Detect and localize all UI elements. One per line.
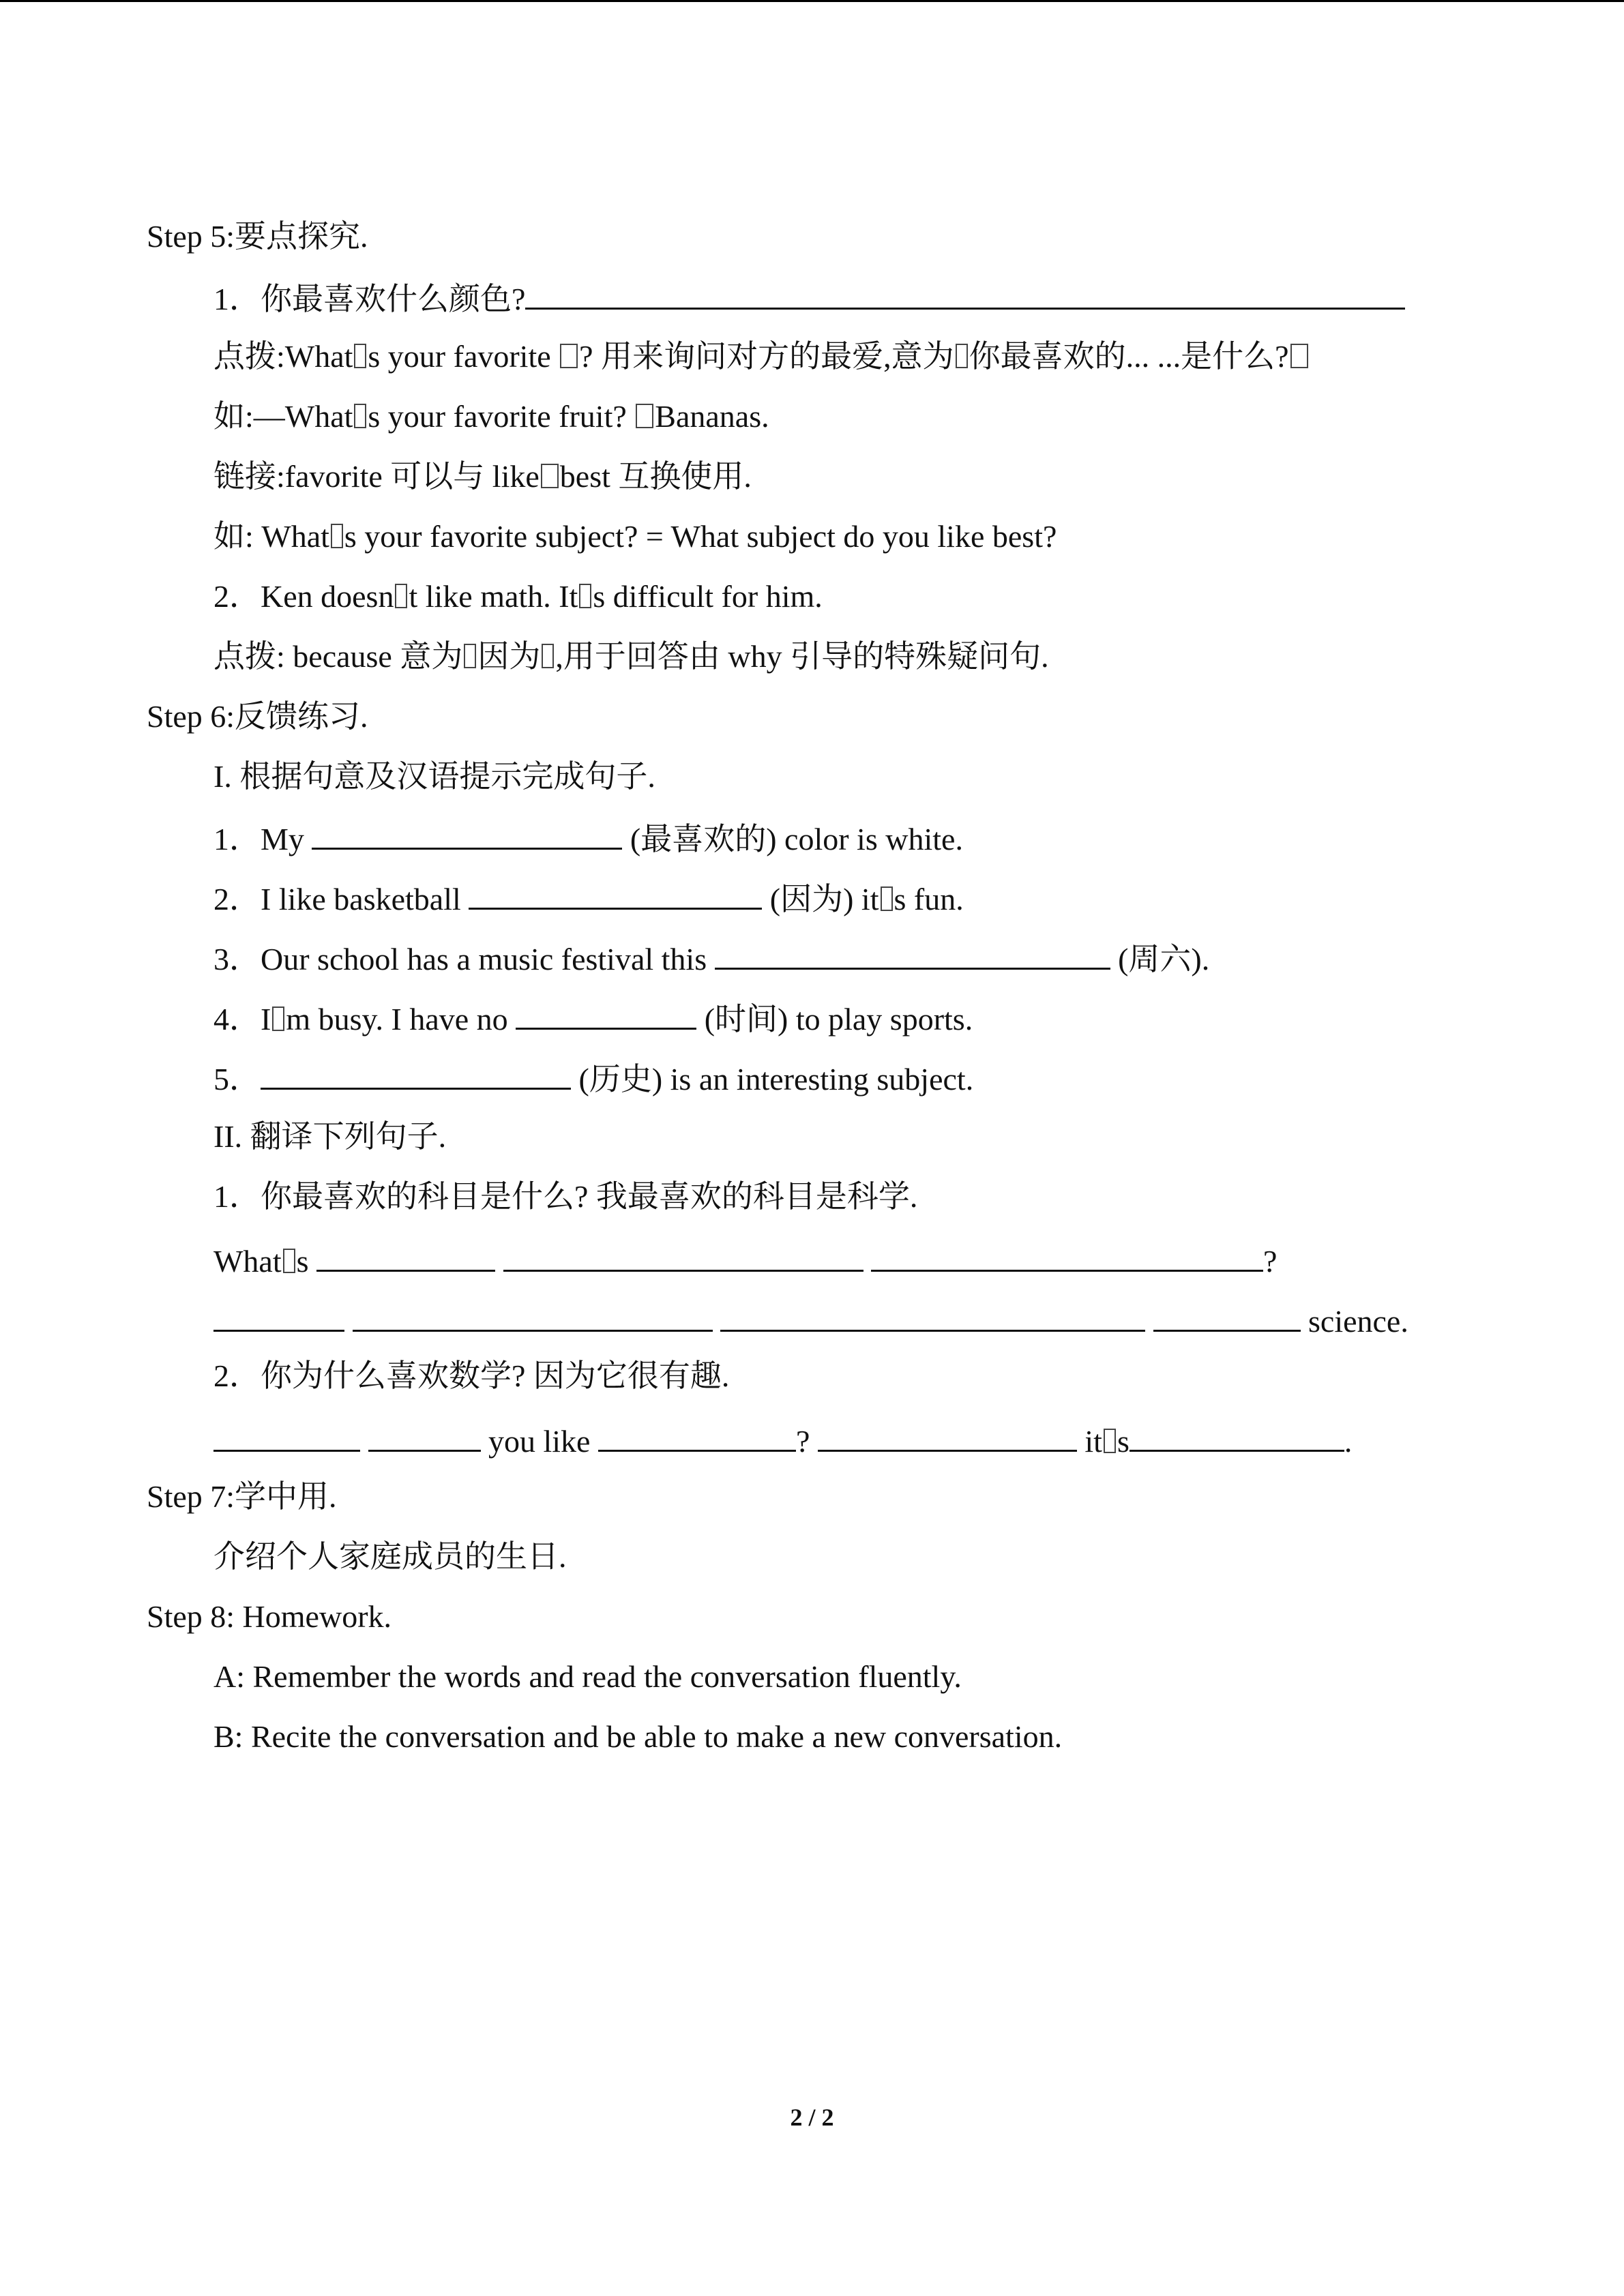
step7-title: Step 7:学中用. bbox=[147, 1479, 337, 1514]
step5-example1: 如:—What s your favorite fruit? Bananas. bbox=[213, 399, 769, 434]
missing-glyph-box bbox=[272, 1007, 284, 1031]
step5-question2: 2．Ken doesn t like math. It s difficult for him. bbox=[213, 579, 823, 614]
missing-glyph-box bbox=[354, 344, 366, 368]
page-number: 2 / 2 bbox=[790, 2104, 834, 2131]
fill-blank[interactable] bbox=[503, 1240, 863, 1272]
exercise-2: 2．I like basketball (因为) it s fun. bbox=[213, 878, 964, 919]
step5-tip2: 点拨: because 意为 因为 ,用于回答由 why 引导的特殊疑问句. bbox=[213, 639, 1049, 674]
fill-blank[interactable] bbox=[213, 1300, 344, 1332]
step6-part2-heading: II. 翻译下列句子. bbox=[213, 1119, 447, 1154]
fill-blank[interactable] bbox=[312, 818, 622, 850]
missing-glyph-box bbox=[331, 524, 343, 548]
missing-glyph-box bbox=[283, 1249, 295, 1273]
missing-glyph-box bbox=[1104, 1429, 1116, 1453]
missing-glyph-box bbox=[636, 404, 653, 428]
fill-blank[interactable] bbox=[818, 1420, 1077, 1452]
translation-2-prompt: 2．你为什么喜欢数学? 因为它很有趣. bbox=[213, 1358, 730, 1393]
step6-part1-heading: I. 根据句意及汉语提示完成句子. bbox=[213, 759, 655, 794]
fill-blank[interactable] bbox=[516, 998, 696, 1030]
fill-blank[interactable] bbox=[1153, 1300, 1301, 1332]
homework-b: B: Recite the conversation and be able to make a new conversation. bbox=[213, 1719, 1063, 1754]
top-border-line bbox=[0, 0, 1624, 2]
exercise-5: 5． (历史) is an interesting subject. bbox=[213, 1058, 973, 1099]
missing-glyph-box bbox=[395, 584, 407, 608]
fill-blank[interactable] bbox=[469, 878, 762, 910]
missing-glyph-box bbox=[956, 344, 968, 368]
answer-blank bbox=[525, 278, 1405, 310]
fill-blank[interactable] bbox=[261, 1058, 571, 1090]
homework-a: A: Remember the words and read the conversation fluently. bbox=[213, 1659, 962, 1694]
step5-example2: 如: What s your favorite subject? = What subject do you like best? bbox=[213, 519, 1057, 554]
missing-glyph-box bbox=[1290, 344, 1308, 368]
translation-2-line: you like ? it s . bbox=[213, 1420, 1352, 1461]
missing-glyph-box bbox=[541, 464, 559, 488]
step6-title: Step 6:反馈练习. bbox=[147, 699, 368, 734]
step5-title: Step 5:要点探究. bbox=[147, 219, 368, 254]
step7-body: 介绍个人家庭成员的生日. bbox=[213, 1539, 567, 1574]
fill-blank[interactable] bbox=[715, 938, 1110, 970]
fill-blank[interactable] bbox=[368, 1420, 481, 1452]
fill-blank[interactable] bbox=[598, 1420, 796, 1452]
missing-glyph-box bbox=[560, 344, 578, 368]
translation-1-line1: What s ? bbox=[213, 1240, 1277, 1281]
fill-blank[interactable] bbox=[720, 1300, 1145, 1332]
missing-glyph-box bbox=[542, 644, 554, 668]
translation-1-line2: science. bbox=[213, 1300, 1408, 1341]
missing-glyph-box bbox=[579, 584, 591, 608]
fill-blank[interactable] bbox=[316, 1240, 495, 1272]
step5-link: 链接:favorite 可以与 like best 互换使用. bbox=[213, 459, 752, 494]
missing-glyph-box bbox=[881, 886, 893, 911]
fill-blank[interactable] bbox=[1130, 1420, 1344, 1452]
missing-glyph-box bbox=[354, 404, 366, 428]
fill-blank[interactable] bbox=[353, 1300, 713, 1332]
exercise-4: 4．I m busy. I have no (时间) to play sports. bbox=[213, 998, 973, 1039]
step5-question1: 1．你最喜欢什么颜色? bbox=[213, 278, 1405, 318]
exercise-3: 3．Our school has a music festival this (周六). bbox=[213, 938, 1209, 979]
exercise-1: 1．My (最喜欢的) color is white. bbox=[213, 818, 963, 859]
step5-tip1: 点拨:What s your favorite ? 用来询问对方的最爱,意为 你最喜欢的... ...是什么? bbox=[213, 338, 1310, 376]
fill-blank[interactable] bbox=[871, 1240, 1263, 1272]
missing-glyph-box bbox=[464, 644, 476, 668]
translation-1-prompt: 1．你最喜欢的科目是什么? 我最喜欢的科目是科学. bbox=[213, 1179, 918, 1214]
fill-blank[interactable] bbox=[213, 1420, 360, 1452]
step8-title: Step 8: Homework. bbox=[147, 1599, 392, 1634]
